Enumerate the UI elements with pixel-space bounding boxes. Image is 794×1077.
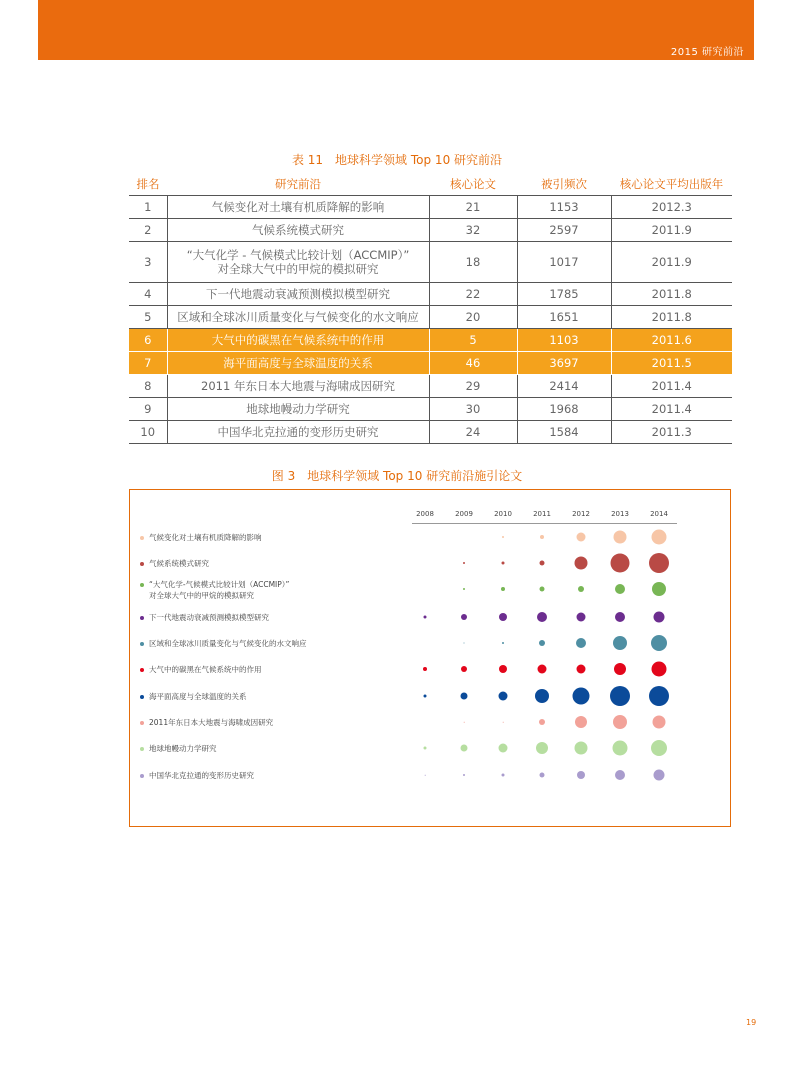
topic-cell: 海平面高度与全球温度的关系 (167, 352, 429, 375)
bubble-point (577, 613, 586, 622)
topic-cell: 大气中的碳黑在气候系统中的作用 (167, 329, 429, 352)
bubble-point (423, 667, 427, 671)
core-papers-cell: 22 (429, 283, 517, 306)
table-row (129, 219, 732, 242)
x-tick-label: 2010 (494, 510, 512, 518)
series-label (149, 743, 217, 754)
series-name: 气候系统模式研究 (149, 559, 209, 568)
citations-cell: 1017 (517, 242, 611, 283)
bubble-point (654, 770, 665, 781)
bubble-point (535, 689, 549, 703)
bubble-point (615, 584, 625, 594)
series-label (149, 717, 273, 728)
bubble-point (575, 742, 588, 755)
header-topic: 研究前沿 (167, 173, 429, 196)
bubble-point (653, 716, 666, 729)
citations-cell: 1651 (517, 306, 611, 329)
bubble-point (576, 638, 586, 648)
bubble-point (502, 562, 505, 565)
bubble-point (463, 774, 465, 776)
bubble-point (540, 587, 545, 592)
bubble-point (610, 686, 630, 706)
legend-dot (140, 616, 144, 620)
series-label (149, 532, 262, 543)
bubble-point (615, 770, 625, 780)
citations-cell: 1785 (517, 283, 611, 306)
bubble-point (463, 562, 465, 564)
bubble-point (613, 741, 628, 756)
topic-cell: 气候系统模式研究 (167, 219, 429, 242)
bubble-point (654, 612, 665, 623)
bubble-point (614, 531, 627, 544)
core-papers-cell: 29 (429, 375, 517, 398)
x-tick-label: 2013 (611, 510, 629, 518)
series-label (149, 579, 289, 601)
bubble-point (461, 693, 468, 700)
table-row (129, 352, 732, 375)
mean-year-cell: 2011.3 (611, 421, 732, 444)
mean-year-cell: 2011.8 (611, 283, 732, 306)
bubble-point (499, 744, 508, 753)
bubble-point (577, 665, 586, 674)
bubble-point (424, 747, 427, 750)
citations-cell: 1584 (517, 421, 611, 444)
running-title: 2015 研究前沿 (670, 47, 744, 58)
legend-dot (140, 695, 144, 699)
core-papers-cell: 46 (429, 352, 517, 375)
topic-cell: 下一代地震动衰减预测模拟模型研究 (167, 283, 429, 306)
legend-dot (140, 536, 144, 540)
bubble-point (652, 582, 666, 596)
bubble-point (573, 688, 590, 705)
bubble-point (540, 535, 544, 539)
series-label (149, 612, 269, 623)
header-bar (38, 0, 754, 60)
citations-cell: 3697 (517, 352, 611, 375)
bubble-point (652, 662, 667, 677)
bubble-point (499, 613, 507, 621)
x-tick-label: 2012 (572, 510, 590, 518)
bubble-point (499, 665, 507, 673)
mean-year-cell: 2011.4 (611, 398, 732, 421)
table-row (129, 329, 732, 352)
bubble-point (577, 533, 586, 542)
series-label (149, 664, 262, 675)
core-papers-cell: 24 (429, 421, 517, 444)
bubble-point (613, 715, 627, 729)
bubble-point (537, 612, 547, 622)
x-tick-label: 2008 (416, 510, 434, 518)
x-tick-label: 2011 (533, 510, 551, 518)
bubble-point (424, 616, 427, 619)
rank-cell: 4 (129, 283, 167, 306)
core-papers-cell: 20 (429, 306, 517, 329)
frontier-table (129, 173, 732, 444)
bubble-point (539, 640, 545, 646)
rank-cell: 6 (129, 329, 167, 352)
topic-cell: “大气化学 - 气候模式比较计划（ACCMIP）” 对全球大气中的甲烷的模拟研究 (167, 242, 429, 283)
bubble-point (464, 643, 465, 644)
rank-cell: 1 (129, 196, 167, 219)
bubble-point (538, 665, 547, 674)
bubble-point (503, 722, 504, 723)
table-row (129, 398, 732, 421)
x-tick-label: 2014 (650, 510, 668, 518)
legend-dot (140, 774, 144, 778)
series-name: “大气化学-气候模式比较计划（ACCMIP）” 对全球大气中的甲烷的模拟研究 (149, 580, 290, 600)
table-row (129, 375, 732, 398)
core-papers-cell: 30 (429, 398, 517, 421)
citations-cell: 1153 (517, 196, 611, 219)
bubble-point (425, 775, 426, 776)
bubble-chart (129, 489, 731, 827)
topic-cell: 2011 年东日本大地震与海啸成因研究 (167, 375, 429, 398)
rank-cell: 3 (129, 242, 167, 283)
rank-cell: 2 (129, 219, 167, 242)
mean-year-cell: 2011.9 (611, 219, 732, 242)
core-papers-cell: 32 (429, 219, 517, 242)
rank-cell: 7 (129, 352, 167, 375)
page-number: 19 (746, 1018, 757, 1027)
table-row (129, 283, 732, 306)
series-label (149, 558, 209, 569)
topic-cell: 地球地幔动力学研究 (167, 398, 429, 421)
citations-cell: 1968 (517, 398, 611, 421)
bubble-point (463, 588, 465, 590)
bubble-point (611, 554, 630, 573)
citations-cell: 2597 (517, 219, 611, 242)
core-papers-cell: 5 (429, 329, 517, 352)
rank-cell: 9 (129, 398, 167, 421)
legend-dot (140, 583, 144, 587)
series-name: 海平面高度与全球温度的关系 (149, 692, 247, 701)
bubble-point (461, 745, 468, 752)
mean-year-cell: 2011.4 (611, 375, 732, 398)
legend-dot (140, 668, 144, 672)
bubble-point (575, 557, 588, 570)
series-name: 大气中的碳黑在气候系统中的作用 (149, 665, 262, 674)
bubble-point (424, 695, 427, 698)
topic-cell: 气候变化对土壤有机质降解的影响 (167, 196, 429, 219)
bubble-point (540, 773, 545, 778)
citations-cell: 2414 (517, 375, 611, 398)
table-row (129, 242, 732, 283)
header-citations: 被引频次 (517, 173, 611, 196)
core-papers-cell: 18 (429, 242, 517, 283)
bubble-point (578, 586, 584, 592)
core-papers-cell: 21 (429, 196, 517, 219)
bubble-point (651, 635, 667, 651)
figure-caption: 图 3 地球科学领域 Top 10 研究前沿施引论文 (271, 469, 523, 483)
series-name: 气候变化对土壤有机质降解的影响 (149, 533, 262, 542)
bubble-point (461, 614, 467, 620)
table-row (129, 196, 732, 219)
rank-cell: 5 (129, 306, 167, 329)
rank-cell: 10 (129, 421, 167, 444)
bubble-point (540, 561, 545, 566)
bubble-point (615, 612, 625, 622)
bubble-point (501, 587, 505, 591)
bubble-point (502, 536, 504, 538)
series-label (149, 770, 254, 781)
bubble-point (502, 642, 504, 644)
series-name: 下一代地震动衰减预测模拟模型研究 (149, 613, 269, 622)
mean-year-cell: 2011.9 (611, 242, 732, 283)
mean-year-cell: 2011.6 (611, 329, 732, 352)
header-core-papers: 核心论文 (429, 173, 517, 196)
legend-dot (140, 747, 144, 751)
bubble-point (614, 663, 626, 675)
bubble-point (652, 530, 667, 545)
bubble-point (502, 774, 505, 777)
table-header-row (129, 173, 732, 196)
table-row (129, 306, 732, 329)
mean-year-cell: 2011.5 (611, 352, 732, 375)
topic-cell: 中国华北克拉通的变形历史研究 (167, 421, 429, 444)
topic-cell: 区域和全球冰川质量变化与气候变化的水文响应 (167, 306, 429, 329)
table-caption: 表 11 地球科学领域 Top 10 研究前沿 (291, 153, 503, 167)
table-row (129, 421, 732, 444)
header-mean-year: 核心论文平均出版年 (611, 173, 732, 196)
x-tick-label: 2009 (455, 510, 473, 518)
header-rank: 排名 (129, 173, 167, 196)
series-name: 区域和全球冰川质量变化与气候变化的水文响应 (149, 639, 307, 648)
mean-year-cell: 2011.8 (611, 306, 732, 329)
legend-dot (140, 562, 144, 566)
legend-dot (140, 642, 144, 646)
bubble-point (536, 742, 548, 754)
x-axis-rule (412, 523, 677, 524)
series-label (149, 691, 247, 702)
citations-cell: 1103 (517, 329, 611, 352)
rank-cell: 8 (129, 375, 167, 398)
legend-dot (140, 721, 144, 725)
bubble-point (649, 553, 669, 573)
bubble-point (539, 719, 545, 725)
bubble-point (499, 692, 508, 701)
bubble-point (613, 636, 627, 650)
bubble-point (461, 666, 467, 672)
bubble-point (464, 722, 465, 723)
series-name: 地球地幔动力学研究 (149, 744, 217, 753)
series-name: 2011年东日本大地震与海啸成因研究 (149, 718, 274, 727)
series-name: 中国华北克拉通的变形历史研究 (149, 771, 254, 780)
mean-year-cell: 2012.3 (611, 196, 732, 219)
bubble-point (575, 716, 587, 728)
bubble-point (651, 740, 667, 756)
series-label (149, 638, 307, 649)
bubble-point (577, 771, 585, 779)
bubble-point (649, 686, 669, 706)
